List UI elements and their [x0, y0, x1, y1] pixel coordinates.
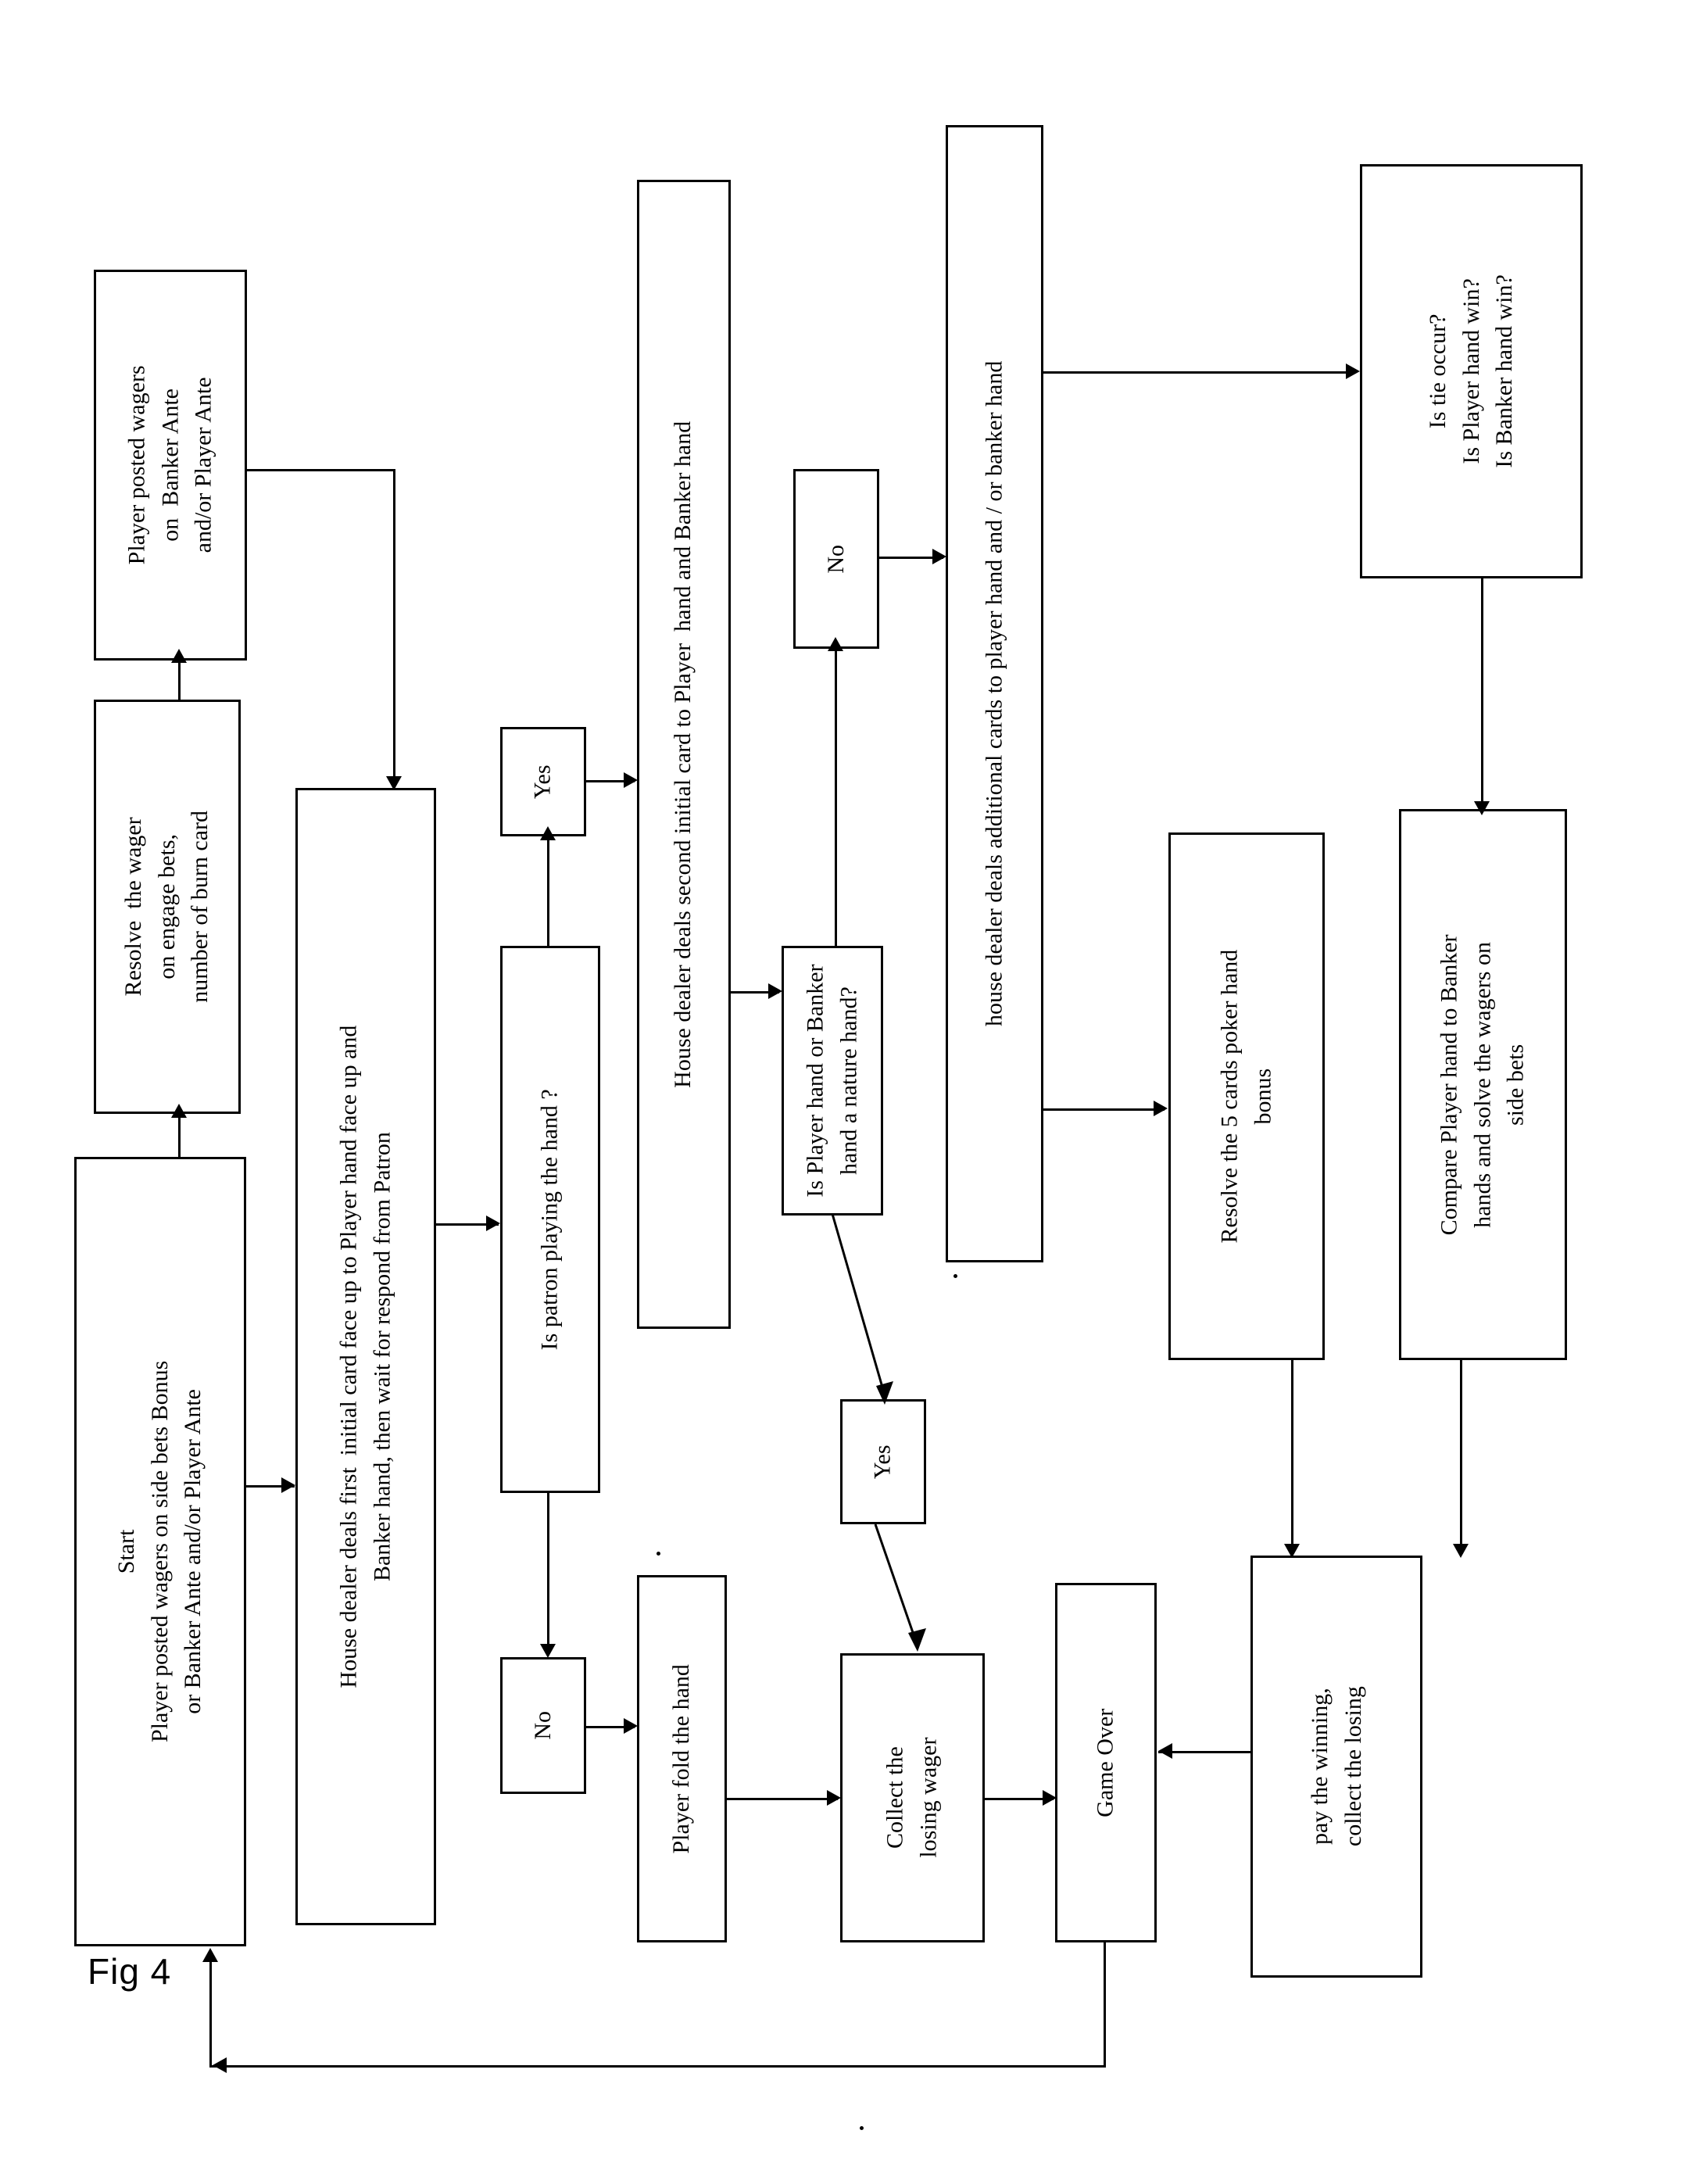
- node-tie-question-text: Is tie occur? Is Player hand win? Is Banker hand win?: [1424, 274, 1517, 468]
- edge-additional-bonus-arrow: [1154, 1101, 1168, 1116]
- node-is-patron-playing: [500, 946, 600, 1493]
- edge-loop-v2: [209, 1962, 212, 2068]
- edge-bonus-pay: [1291, 1360, 1293, 1552]
- node-resolve-wager-text: Resolve the wager on engage bets, number of burn card: [120, 811, 213, 1003]
- edge-yesnatural-collect: [868, 1520, 977, 1669]
- node-deal-second-card-text: House dealer deals second initial card to Player hand and Banker hand: [670, 421, 696, 1088]
- node-compare-hands-text: Compare Player hand to Banker hands and solve the wagers on side bets: [1436, 934, 1529, 1235]
- edge-start-dealfirst-arrow: [281, 1477, 295, 1493]
- node-is-natural: [782, 946, 883, 1216]
- node-player-posted-ante: [94, 270, 247, 661]
- edge-fold-collect-arrow: [827, 1790, 841, 1806]
- node-yes-playing-text: Yes: [529, 764, 556, 799]
- edge-additional-bonus: [1043, 1108, 1165, 1111]
- node-no-natural-text: No: [822, 544, 849, 574]
- figure-label: Fig 4: [88, 1951, 172, 1992]
- node-collect-losing-text: Collect the losing wager: [882, 1737, 942, 1859]
- edge-no-fold-arrow: [624, 1718, 638, 1734]
- node-start: [74, 1157, 246, 1946]
- node-deal-additional: [946, 125, 1043, 1262]
- node-no-playing-text: No: [529, 1711, 556, 1740]
- node-start-text: Start Player posted wagers on side bets Bonus or Banker Ante and/or Player Ante: [113, 1360, 206, 1743]
- edge-loop-h: [209, 2065, 1106, 2068]
- node-tie-question: [1360, 164, 1583, 578]
- edge-loop-v1: [1104, 1942, 1106, 2068]
- edge-natural-no-arrow: [828, 637, 843, 651]
- edge-tie-compare: [1481, 578, 1483, 807]
- edge-patron-yes-arrow: [540, 826, 556, 840]
- edge-loop-arrow2: [213, 2057, 227, 2073]
- node-deal-first-card-text: House dealer deals first initial card face up to Player hand face up and Banker hand, then wait for respond from Patron: [335, 1025, 395, 1688]
- edge-start-resolve-arrow: [171, 1104, 187, 1118]
- node-deal-first-card: [295, 788, 436, 1925]
- node-is-patron-playing-text: Is patron playing the hand ?: [536, 1088, 563, 1351]
- edge-natural-no: [835, 649, 837, 946]
- edge-yes-dealsecond-arrow: [624, 772, 638, 788]
- edge-pay-gameover: [1158, 1751, 1252, 1753]
- node-deal-second-card: [637, 180, 731, 1329]
- node-collect-losing: [840, 1653, 985, 1942]
- edge-dealsecond-natural-arrow: [768, 983, 782, 999]
- edge-patron-yes: [547, 838, 549, 946]
- node-resolve-bonus-text: Resolve the 5 cards poker hand bonus: [1216, 949, 1275, 1244]
- edge-patron-no: [547, 1493, 549, 1645]
- node-compare-hands: [1399, 809, 1567, 1360]
- edge-additional-tie: [1043, 371, 1356, 374]
- node-deal-additional-text: house dealer deals additional cards to player hand and / or banker hand: [981, 360, 1007, 1027]
- edge-natural-yes: [813, 1208, 969, 1419]
- edge-resolve-ante: [178, 661, 181, 701]
- node-is-natural-text: Is Player hand or Banker hand a nature hand?: [802, 964, 861, 1198]
- node-pay-winning-text: pay the winning, collect the losing: [1306, 1686, 1365, 1847]
- node-no-playing: [500, 1657, 586, 1794]
- edge-additional-tie-arrow: [1346, 363, 1360, 379]
- edge-compare-pay-arrow: [1453, 1544, 1469, 1558]
- node-game-over-text: Game Over: [1092, 1708, 1118, 1817]
- node-player-fold: [637, 1575, 727, 1942]
- node-player-posted-ante-text: Player posted wagers on Banker Ante and/or Player Ante: [123, 365, 216, 565]
- edge-start-resolve: [178, 1115, 181, 1158]
- node-pay-winning: [1250, 1556, 1422, 1978]
- node-player-fold-text: Player fold the hand: [668, 1663, 695, 1854]
- edge-loop-arrow: [202, 1948, 218, 1962]
- node-yes-natural-text: Yes: [869, 1445, 896, 1479]
- scan-artifact-dot: [953, 1274, 957, 1278]
- edge-tie-compare-arrow: [1474, 801, 1490, 815]
- edge-ante-dealfirst-v: [393, 469, 395, 778]
- edge-ante-dealfirst-h: [247, 469, 395, 471]
- scan-artifact-dot: [860, 2126, 864, 2130]
- edge-fold-collect: [727, 1798, 838, 1800]
- edge-nonatural-additional-arrow: [932, 549, 946, 564]
- edge-patron-no-arrow: [540, 1644, 556, 1658]
- edge-collect-gameover-arrow: [1043, 1790, 1057, 1806]
- edge-bonus-pay-arrow: [1284, 1544, 1300, 1558]
- edge-ante-dealfirst-arrow: [386, 776, 402, 790]
- scan-artifact-dot: [657, 1552, 660, 1556]
- edge-dealfirst-patron-arrow: [486, 1216, 500, 1231]
- node-resolve-bonus: [1168, 832, 1325, 1360]
- edge-compare-pay: [1460, 1360, 1462, 1552]
- edge-resolve-ante-arrow: [171, 649, 187, 663]
- node-yes-playing: [500, 727, 586, 836]
- edge-pay-gameover-arrow: [1158, 1743, 1172, 1759]
- node-resolve-wager: [94, 700, 241, 1114]
- node-game-over: [1055, 1583, 1157, 1942]
- node-no-natural: [793, 469, 879, 649]
